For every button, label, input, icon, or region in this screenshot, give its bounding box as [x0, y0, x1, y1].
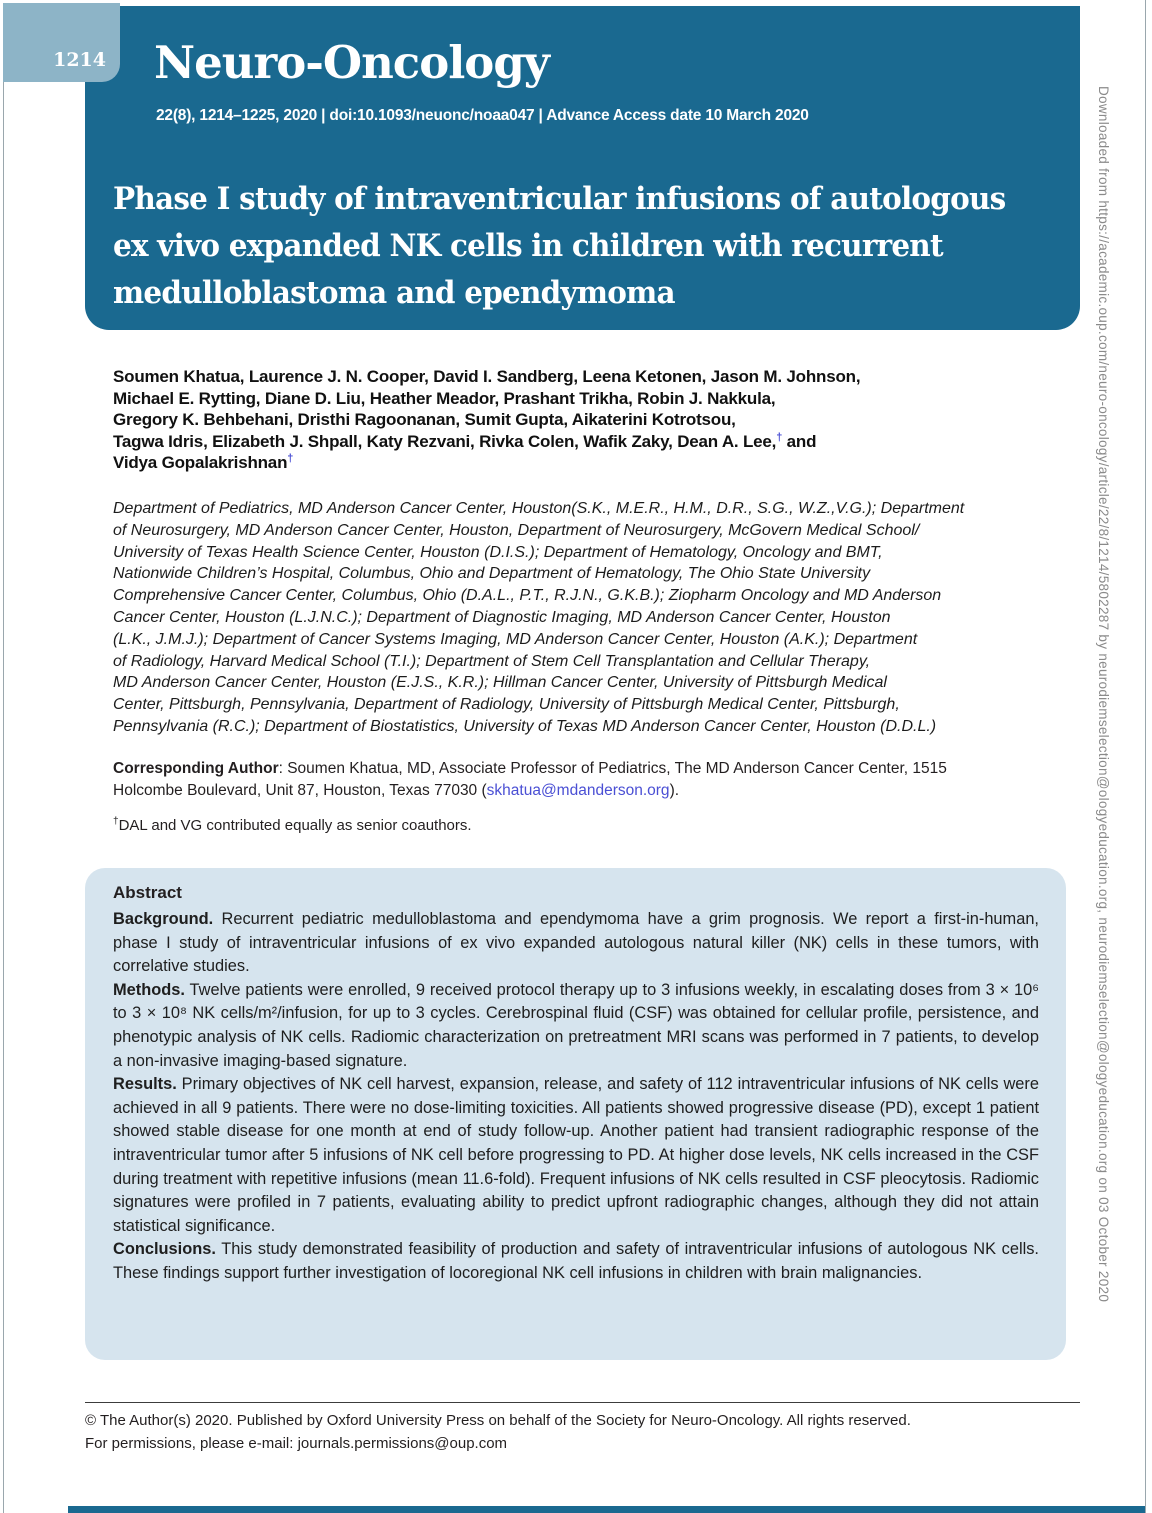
footnote-text: DAL and VG contributed equally as senior coauthors.	[118, 817, 472, 834]
corresponding-email-link[interactable]: skhatua@mdanderson.org	[486, 782, 670, 799]
footer	[85, 1410, 1035, 1455]
page-left-border	[3, 80, 4, 1513]
corresponding-author-label: Corresponding Author	[113, 760, 279, 777]
page-number-tab	[3, 3, 120, 82]
affiliation-line: (L.K., J.M.J.); Department of Cancer Systems Imaging, MD Anderson Cancer Center, Houston (A.K.); Department	[113, 630, 918, 648]
abstract-label: Conclusions.	[113, 1240, 216, 1259]
corresponding-author	[113, 758, 1013, 802]
affiliation-line: Pennsylvania (R.C.); Department of Biostatistics, University of Texas MD Anderson Cancer Center, Houston (D.D.L.)	[113, 717, 937, 735]
journal-title: Neuro-Oncology	[154, 36, 549, 89]
affiliation-line: University of Texas Health Science Center, Houston (D.I.S.); Department of Hematology, Oncology and BMT,	[113, 543, 883, 561]
footer-divider	[85, 1402, 1080, 1403]
author-names: Tagwa Idris, Elizabeth J. Shpall, Katy Rezvani, Rivka Colen, Wafik Zaky, Dean A. Lee,	[113, 431, 777, 451]
affiliation-line: of Neurosurgery, MD Anderson Cancer Center, Houston, Department of Neurosurgery, McGovern Medical School/	[113, 521, 920, 539]
abstract-paragraph-methods	[113, 979, 1039, 1073]
affiliation-line: Center, Pittsburgh, Pennsylvania, Department of Radiology, University of Pittsburgh Medical Center, Pittsburgh,	[113, 696, 900, 714]
abstract-text: Primary objectives of NK cell harvest, expansion, release, and safety of 112 intraventricular infusions of NK cells were achieved in all 9 patients. There were no dose-limiting toxicities. All patients showed progressive disease (PD), except 1 patient showed stable disease for one month at end of study follow-up. Another patient had transient radiographic response of the intraventricular tumor after 5 infusions of NK cell before progressing to PD. At higher dose levels, NK cells increased in the CSF during treatment with repetitive infusions (mean 11.6-fold). Frequent infusions of NK cells resulted in CSF pleocytosis. Radiomic signatures were profiled in 7 patients, evaluating ability to predict upfront radiographic changes, although they did not attain statistical significance.	[113, 1075, 1039, 1235]
corresponding-author-text-end: ).	[669, 782, 680, 799]
author-line	[113, 431, 1013, 453]
article-title-line: Phase I study of intraventricular infusions of autologous	[113, 181, 1006, 217]
article-title-line: ex vivo expanded NK cells in children with recurrent	[113, 228, 943, 264]
dagger-symbol: †	[776, 430, 783, 443]
article-title	[113, 176, 1052, 317]
affiliation-line: Cancer Center, Houston (L.J.N.C.); Department of Diagnostic Imaging, MD Anderson Cancer Center, Houston	[113, 608, 891, 626]
author-line: Gregory K. Behbehani, Dristhi Ragoonanan, Sumit Gupta, Aikaterini Kotrotsou,	[113, 410, 736, 429]
citation-line: 22(8), 1214–1225, 2020 | doi:10.1093/neuonc/noaa047 | Advance Access date 10 March 2020	[156, 107, 809, 124]
author-names: Vidya Gopalakrishnan	[113, 453, 288, 472]
abstract-text: This study demonstrated feasibility of production and safety of intraventricular infusions of autologous NK cells. These findings support further investigation of locoregional NK cell infusions in children with brain malignancies.	[113, 1240, 1039, 1282]
page-right-border	[1145, 0, 1146, 1513]
affiliation-line: MD Anderson Cancer Center, Houston (E.J.S., K.R.); Hillman Cancer Center, University of Pittsburgh Medical	[113, 674, 887, 692]
equal-contribution-footnote	[113, 816, 472, 834]
journal-masthead	[85, 6, 1080, 330]
abstract-paragraph-results	[113, 1073, 1039, 1238]
abstract-label: Methods.	[113, 980, 185, 999]
abstract-paragraph-background	[113, 908, 1039, 979]
author-line: Soumen Khatua, Laurence J. N. Cooper, David I. Sandberg, Leena Ketonen, Jason M. Johnson,	[113, 367, 861, 386]
abstract-box	[85, 868, 1066, 1360]
affiliation-line: Department of Pediatrics, MD Anderson Cancer Center, Houston(S.K., M.E.R., H.M., D.R., S.G., W.Z.,V.G.); Department	[113, 500, 965, 517]
affiliation-line: of Radiology, Harvard Medical School (T.I.); Department of Stem Cell Transplantation and Cellular Therapy,	[113, 652, 871, 670]
affiliations-block	[113, 498, 1043, 738]
abstract-text: Twelve patients were enrolled, 9 received protocol therapy up to 3 infusions weekly, in escalating doses from 3 × 10⁶ to 3 × 10⁸ NK cells/m²/infusion, for up to 3 cycles. Cerebrospinal fluid (CSF) was obtained for cellular profile, persistence, and phenotypic analysis of NK cells. Radiomic characterization on pretreatment MRI scans was performed in 7 patients, to develop a non-invasive imaging-based signature.	[113, 980, 1039, 1070]
next-page-edge	[68, 1506, 1145, 1513]
abstract-label: Results.	[113, 1075, 177, 1094]
copyright-line: © The Author(s) 2020. Published by Oxford University Press on behalf of the Society for Neuro-Oncology. All rights reserved.	[85, 1412, 911, 1429]
permissions-line: For permissions, please e-mail: journals.permissions@oup.com	[85, 1434, 508, 1452]
affiliation-line: Comprehensive Cancer Center, Columbus, Ohio (D.A.L., P.T., R.J.N., G.K.B.); Ziopharm Oncology and MD Anderson	[113, 587, 942, 605]
author-list	[113, 366, 1013, 474]
affiliation-line: Nationwide Children’s Hospital, Columbus, Ohio and Department of Hematology, The Ohio State University	[113, 565, 871, 583]
abstract-heading: Abstract	[113, 883, 182, 902]
article-title-line: medulloblastoma and ependymoma	[113, 275, 675, 311]
author-line	[113, 452, 1013, 474]
dagger-symbol: †	[113, 816, 119, 827]
abstract-label: Background.	[113, 910, 214, 928]
abstract-paragraph-conclusions	[113, 1238, 1039, 1285]
page-number: 1214	[53, 49, 106, 71]
download-notice: Downloaded from https://academic.oup.com/neuro-oncology/article/22/8/1214/5802287 by neurodiemselection@ologyeducation.org, neurodiemselection@ologyeducation.org on 03 October 2020	[1096, 86, 1111, 1303]
author-line: Michael E. Rytting, Diane D. Liu, Heather Meador, Prashant Trikha, Robin J. Nakkula,	[113, 388, 776, 408]
abstract-text: Recurrent pediatric medulloblastoma and ependymoma have a grim prognosis. We report a first-in-human, phase I study of intraventricular infusions of ex vivo expanded autologous natural killer (NK) cells in these tumors, with correlative studies.	[113, 910, 1039, 976]
dagger-symbol: †	[287, 452, 294, 465]
corresponding-author-text: : Soumen Khatua, MD, Associate Professor of Pediatrics, The MD Anderson Cancer Center, 1515 Holcombe Boulevard, Unit 87, Houston, Texas 77030 (	[113, 760, 947, 799]
author-names: and	[782, 431, 817, 451]
